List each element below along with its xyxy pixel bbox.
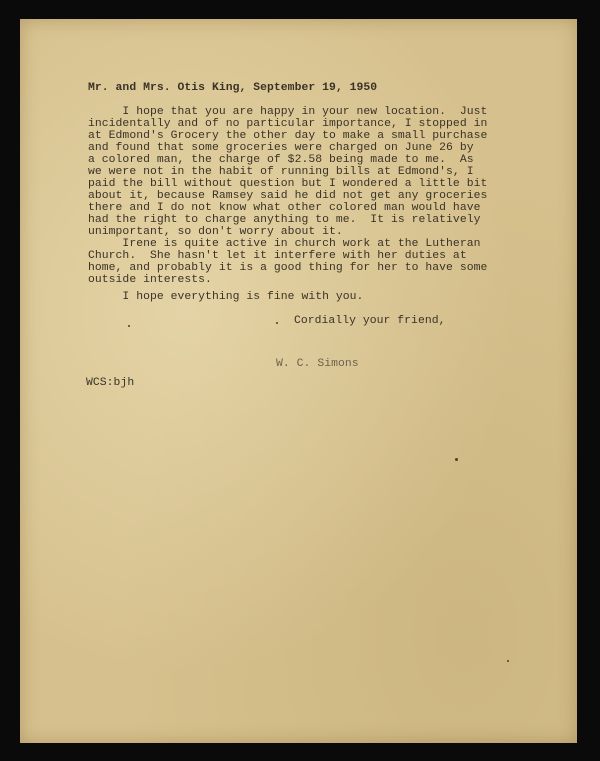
letter-paragraph-1: I hope that you are happy in your new location. Just incidentally and of no particular importance, I stopped in at Edmond's Grocery the other day to make a small purchase and found that some groceries were charged on June 26 by a colored man, the charge of $2.58 being made to me. As we were not in the habit of running bills at Edmond's, I paid the bill without question but I wondered a little bit about it, because Ramsey said he did not get any groceries there and I do not know what other colored man would have had the right to charge anything to me. It is relatively unimportant, so don't worry about it. — [88, 106, 488, 238]
paper-speck — [507, 660, 509, 662]
letter-paragraph-3: I hope everything is fine with you. — [88, 291, 364, 303]
letter-page — [20, 19, 577, 743]
letter-signature: W. C. Simons — [276, 358, 359, 370]
reference-initials: WCS:bjh — [86, 377, 135, 389]
letter-paragraph-2: Irene is quite active in church work at the Lutheran Church. She hasn't let it interfere with her duties at home, and probably it is a good thing for her to have some outside interests. — [88, 238, 488, 286]
letter-salutation: Mr. and Mrs. Otis King, September 19, 1950 — [88, 82, 378, 94]
paper-speck — [276, 322, 278, 324]
paper-speck — [455, 458, 458, 461]
letter-closing: Cordially your friend, — [294, 315, 446, 327]
paper-speck — [128, 325, 130, 327]
